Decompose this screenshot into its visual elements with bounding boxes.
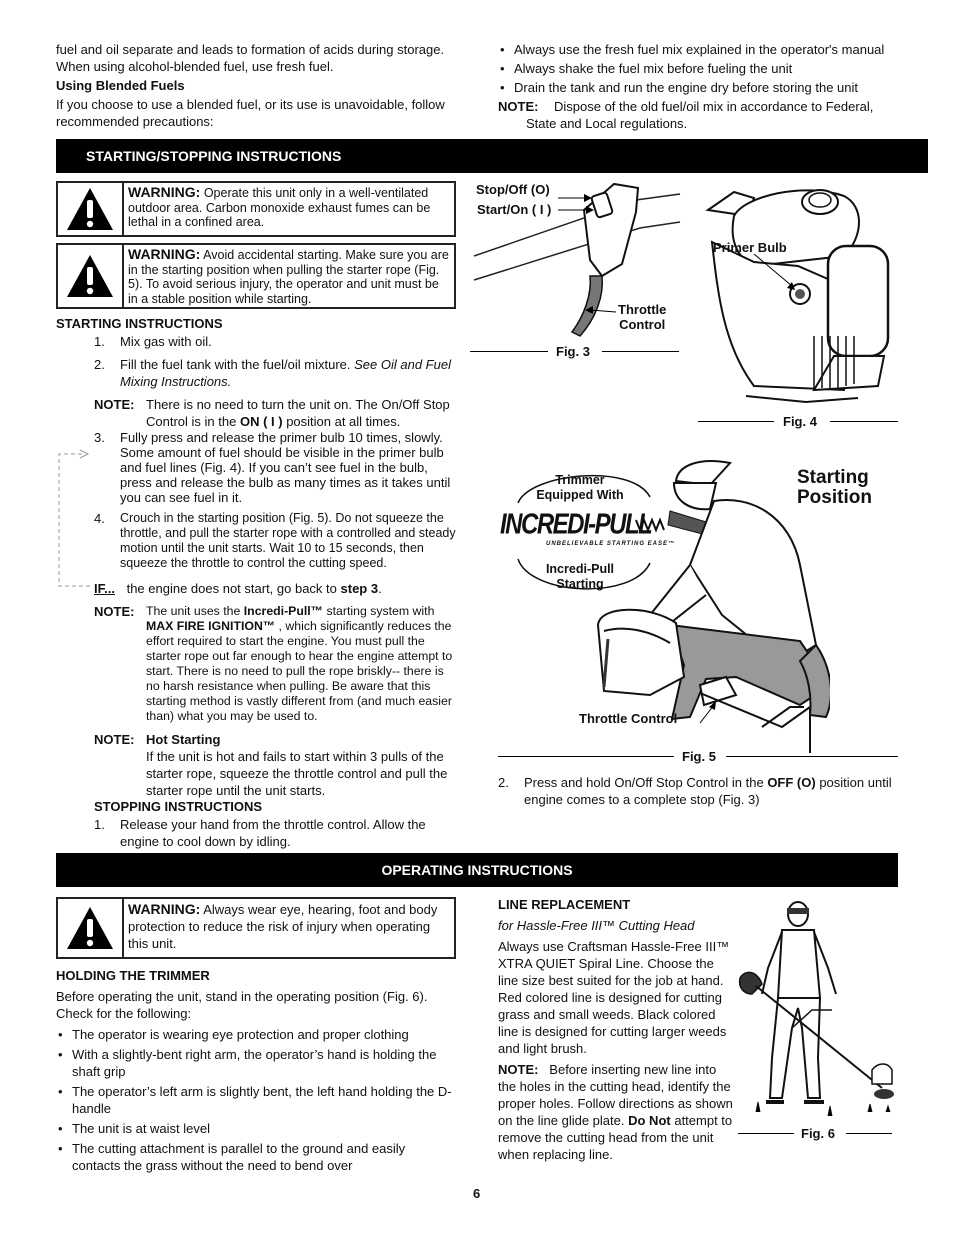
step-text-italic: See Oil and Fuel Mixing Instructions. <box>120 357 451 389</box>
fig4-caption-rule <box>830 421 898 422</box>
note-text: attempt to remove the cutting head from the unit when replacing line. <box>498 1113 733 1162</box>
step-number: 2. <box>94 357 105 372</box>
fig4-caption-rule <box>698 421 774 422</box>
note-text: There is no need to turn the unit on. The On/Off Stop Control is in the <box>146 397 450 429</box>
warning-body: Operate this unit only in a well-ventilated outdoor area. Carbon monoxide exhaust fumes can be lethal in a confined area. <box>128 186 431 229</box>
warning-triangle-icon <box>58 899 124 957</box>
loop-back-arrow <box>54 448 94 590</box>
fig5-badge-top <box>528 473 632 503</box>
banner-title: OPERATING INSTRUCTIONS <box>381 862 573 878</box>
warning-text <box>124 899 454 957</box>
warning-body: Always wear eye, hearing, foot and body protection to reduce the risk of injury when operating this unit. <box>128 902 438 951</box>
list-item: • Always use the fresh fuel mix explained in the operator's manual <box>498 41 898 58</box>
note-label: NOTE: <box>94 604 135 619</box>
fig5-throttle-control-label: Throttle Control <box>579 711 678 726</box>
step-text: position until engine comes to a complete stop (Fig. 3) <box>524 775 892 807</box>
step-text-bold: OFF (O) <box>767 775 816 790</box>
line-replacement-subtitle: for Hassle-Free III™ Cutting Head <box>498 918 695 933</box>
holding-intro: Before operating the unit, stand in the operating position (Fig. 6). Check for the following: <box>56 989 428 1021</box>
fig5-title <box>797 468 872 508</box>
fig3-caption-rule <box>602 351 679 352</box>
list-item: • The operator’s left arm is slightly bent, the left hand holding the D-handle <box>56 1083 456 1117</box>
list-item: • The operator is wearing eye protection and proper clothing <box>56 1026 456 1043</box>
title-line: Position <box>797 487 872 508</box>
fig4-caption: Fig. 4 <box>783 414 817 429</box>
step-text: Mix gas with oil. <box>120 334 212 349</box>
note-text: The unit uses the <box>146 604 241 618</box>
warning-box-accidental-start <box>56 243 456 309</box>
step-number: 2. <box>498 775 509 790</box>
badge-line: Incredi-Pull <box>545 562 615 576</box>
top-right-text <box>498 41 898 132</box>
starting-stopping-banner <box>56 139 928 173</box>
warning-triangle-icon <box>58 245 124 307</box>
note-text-bold: Do Not <box>628 1113 671 1128</box>
title-line: Starting <box>797 467 869 488</box>
line-replacement-section <box>498 896 734 1163</box>
step-text: Fill the fuel tank with the fuel/oil mixture. <box>120 357 351 372</box>
label-line: Throttle <box>618 302 667 317</box>
fig3-throttle-label <box>618 302 666 332</box>
if-step: step 3 <box>340 581 379 596</box>
incredi-pull-rope-icon <box>634 512 668 538</box>
starting-steps-b <box>94 430 456 571</box>
step-number: 3. <box>94 430 105 445</box>
step-text: Press and hold On/Off Stop Control in the <box>524 775 764 790</box>
warning-body: Avoid accidental starting. Make sure you are in the starting position when pulling the starter rope (Fig. 5). To avoid serious injury, the operator and unit must be in a stable position while starting. <box>128 248 449 306</box>
list-item: • With a slightly-bent right arm, the operator’s hand is holding the shaft grip <box>56 1046 456 1080</box>
step-text: Release your hand from the throttle control. Allow the engine to cool down by idling. <box>120 817 426 849</box>
note-text-bold: ON ( I ) <box>239 414 283 429</box>
note-body <box>94 604 456 724</box>
operating-instructions-banner <box>56 853 898 887</box>
note-text: If the unit is hot and fails to start within 3 pulls of the starter rope, squeeze the throttle control and pull the starter rope until the unit starts. <box>146 749 448 798</box>
note-body <box>94 731 456 799</box>
list-item <box>94 430 456 505</box>
fig6-caption-rule <box>738 1133 794 1134</box>
warning-label: WARNING: <box>128 246 201 262</box>
note-text: Before inserting new line into the holes in the cutting head, identify the proper holes. Follow directions as shown on the line glide plate. <box>498 1062 733 1128</box>
fig5-caption: Fig. 5 <box>682 749 716 764</box>
step-text: Fully press and release the primer bulb 10 times, slowly. Some amount of fuel should be visible in the primer bulb and fuel lines (Fig. 4). If you can’t see fuel in the bulb, press and release the bulb as many times as it takes until you can see fuel in it. <box>120 430 451 505</box>
fig5-caption-rule <box>726 756 898 757</box>
banner-title: STARTING/STOPPING INSTRUCTIONS <box>86 148 342 164</box>
line-replacement-paragraph: Always use Craftsman Hassle-Free III™ XTRA QUIET Spiral Line. Choose the line size best suited for the job at hand. Red colored line is designed for cutting grass and small weeds. Black colored line is designed for cutting larger weeds and light brush. <box>498 939 730 1056</box>
line-replacement-note <box>498 1061 734 1163</box>
incredi-pull-logo: INCREDI-PULL <box>500 508 652 541</box>
fig5-badge-bottom <box>528 562 632 592</box>
badge-line: Equipped With <box>536 488 624 502</box>
holding-heading: HOLDING THE TRIMMER <box>56 968 210 983</box>
warning-triangle-icon <box>58 183 124 235</box>
fig6-operating-position-illustration <box>732 898 898 1124</box>
fig5-caption-rule <box>498 756 674 757</box>
warning-text <box>124 245 454 307</box>
fig3-start-on-label: Start/On ( I ) <box>477 202 552 217</box>
step-number: 1. <box>94 334 105 349</box>
fig6-caption-rule <box>846 1133 892 1134</box>
note-title: Hot Starting <box>146 732 221 747</box>
fuel-paragraph: fuel and oil separate and leads to formation of acids during storage. When using alcohol-blended fuel, use fresh fuel. <box>56 42 445 74</box>
note-text: position at all times. <box>286 414 401 429</box>
stopping-step-1 <box>94 816 456 850</box>
list-item <box>498 774 898 808</box>
page-number: 6 <box>473 1186 481 1201</box>
dispose-note <box>498 98 898 132</box>
note-text: Dispose of the old fuel/oil mix in accordance to Federal, State and Local regulations. <box>526 99 874 131</box>
fig3-caption-rule <box>470 351 548 352</box>
note-label: NOTE: <box>94 732 135 747</box>
step-number: 1. <box>94 817 105 832</box>
warning-box-protection <box>56 897 456 959</box>
badge-line: Starting <box>556 577 604 591</box>
fig6-caption: Fig. 6 <box>801 1126 835 1141</box>
note-label: NOTE: <box>94 397 135 412</box>
warning-text <box>124 183 454 235</box>
line-replacement-heading: LINE REPLACEMENT <box>498 897 631 912</box>
list-item <box>94 333 456 350</box>
note-text-bold: MAX FIRE IGNITION™ <box>146 619 276 633</box>
fig4-engine-illustration <box>694 176 898 408</box>
note-incredi-pull <box>94 604 456 724</box>
list-item <box>94 816 456 850</box>
holding-section <box>56 967 456 1174</box>
note-label: NOTE: <box>498 1062 539 1077</box>
label-line: Control <box>619 317 666 332</box>
fig3-stop-off-label: Stop/Off (O) <box>476 182 550 197</box>
top-left-text <box>56 41 456 130</box>
list-item: • Drain the tank and run the engine dry before storing the unit <box>498 79 898 96</box>
list-item: • Always shake the fuel mix before fueling the unit <box>498 60 898 77</box>
step-text: Crouch in the starting position (Fig. 5). Do not squeeze the throttle, and pull the starter rope with a controlled and steady motion until the unit starts. Wait 10 to 15 seconds, then squeeze the throttle to control the cutting speed. <box>120 511 456 570</box>
warning-label: WARNING: <box>128 901 201 917</box>
starting-steps-a <box>94 333 456 430</box>
note-label: NOTE: <box>498 99 539 114</box>
warning-label: WARNING: <box>128 184 201 200</box>
badge-line: Trimmer <box>555 473 605 487</box>
note-hot-starting <box>94 731 456 799</box>
if-label: IF... <box>94 581 115 596</box>
fig4-primer-bulb-label: Primer Bulb <box>713 240 787 255</box>
if-text: the engine does not start, go back to <box>126 581 337 596</box>
if-line: IF... the engine does not start, go back to step 3. <box>94 581 382 596</box>
note-text-bold: Incredi-Pull™ <box>243 604 324 618</box>
list-item <box>94 356 456 390</box>
fuel-bullets <box>498 41 898 96</box>
warning-box-ventilation <box>56 181 456 237</box>
list-item <box>94 511 456 571</box>
list-item: • The unit is at waist level <box>56 1120 456 1137</box>
blended-fuels-heading: Using Blended Fuels <box>56 78 185 93</box>
stopping-step-2 <box>498 774 898 808</box>
starting-instructions-heading: STARTING INSTRUCTIONS <box>56 316 223 331</box>
holding-checklist <box>56 1026 456 1174</box>
list-item: • The cutting attachment is parallel to the ground and easily contacts the grass without the need to bend over <box>56 1140 456 1174</box>
stopping-instructions-heading: STOPPING INSTRUCTIONS <box>94 799 263 814</box>
step-number: 4. <box>94 511 105 526</box>
note-on-off <box>94 396 456 430</box>
note-text: , which significantly reduces the effort required to start the engine. You must pull the starter rope out far enough to hear the engine attempt to start. There is no need to pull the rope briskly-- there is no harsh resistance when pulling. Be aware that this starting method is vastly different from (and much easier than) what you may be used to. <box>146 619 453 723</box>
note-text: starting system with <box>326 604 435 618</box>
fig3-caption: Fig. 3 <box>556 344 590 359</box>
blended-fuels-paragraph: If you choose to use a blended fuel, or its use is unavoidable, follow recommended precautions: <box>56 97 445 129</box>
incredi-pull-tagline: UNBELIEVABLE STARTING EASE™ <box>546 541 676 547</box>
